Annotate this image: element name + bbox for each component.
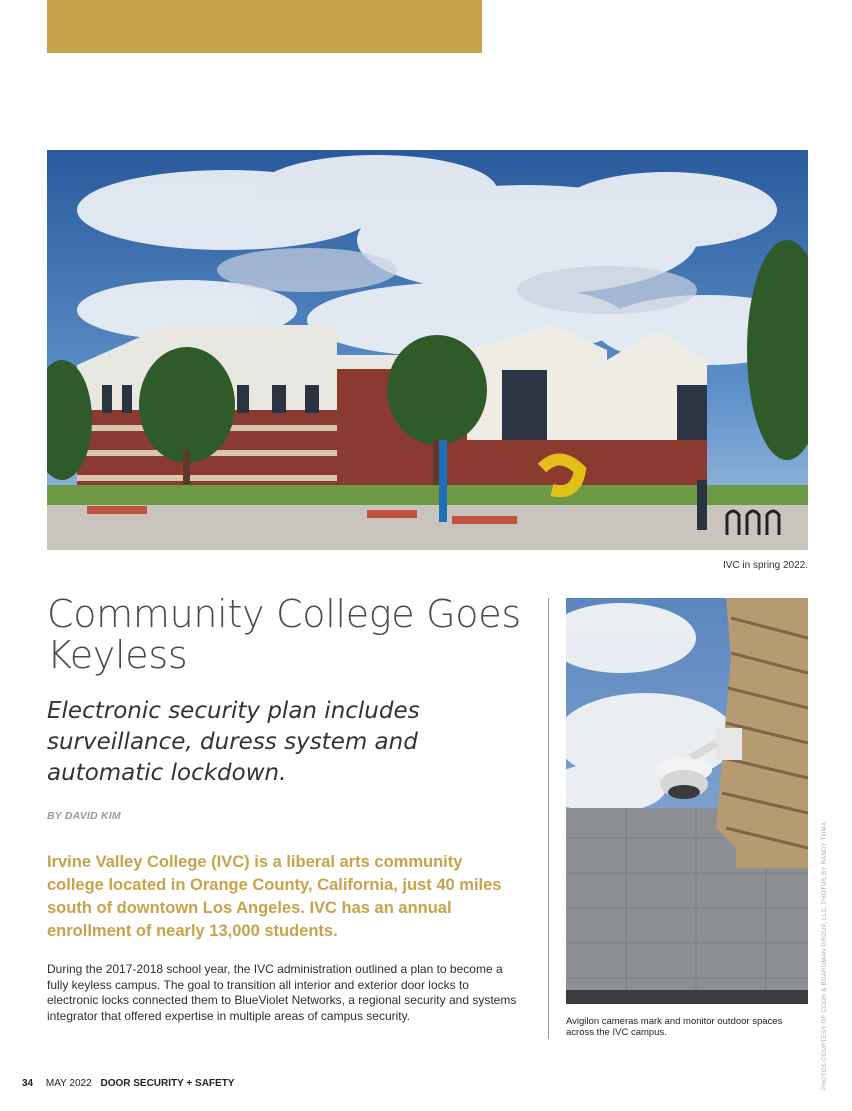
side-photo-caption: Avigilon cameras mark and monitor outdoor spaces across the IVC campus. (566, 1016, 783, 1038)
article-title: Community College Goes Keyless (47, 592, 521, 677)
column-divider (548, 598, 549, 1039)
magazine-name: DOOR SECURITY + SAFETY (100, 1078, 235, 1089)
header-accent-bar (47, 0, 482, 53)
page-number: 34 (22, 1078, 34, 1089)
side-photo-camera (566, 598, 808, 1004)
hero-caption: IVC in spring 2022. (722, 560, 808, 571)
page-footer (22, 1078, 234, 1089)
hero-photo-campus (47, 150, 808, 550)
article-body: During the 2017-2018 school year, the IVC administration outlined a plan to become a fully keyless campus. The goal to transition all interior and exterior door locks to electronic locks connected them to BlueViolet Networks, a regional security and systems integrator that offered expertise in multiple areas of campus security. (47, 962, 517, 1023)
photo-credit: PHOTOS COURTESY OF COOK & BOARDMAN GROUP, LLC. PHOTOS BY RANDY TOMA (822, 821, 828, 1090)
article-byline: BY DAVID KIM (47, 810, 121, 822)
article-subtitle: Electronic security plan includes surveillance, duress system and automatic lockdown. (47, 698, 420, 786)
article-lede: Irvine Valley College (IVC) is a liberal arts community college located in Orange County, California, just 40 miles south of downtown Los Angeles. IVC has an annual enrollment of nearly 13,000 students. (47, 853, 502, 940)
issue-date: MAY 2022 (45, 1078, 92, 1089)
